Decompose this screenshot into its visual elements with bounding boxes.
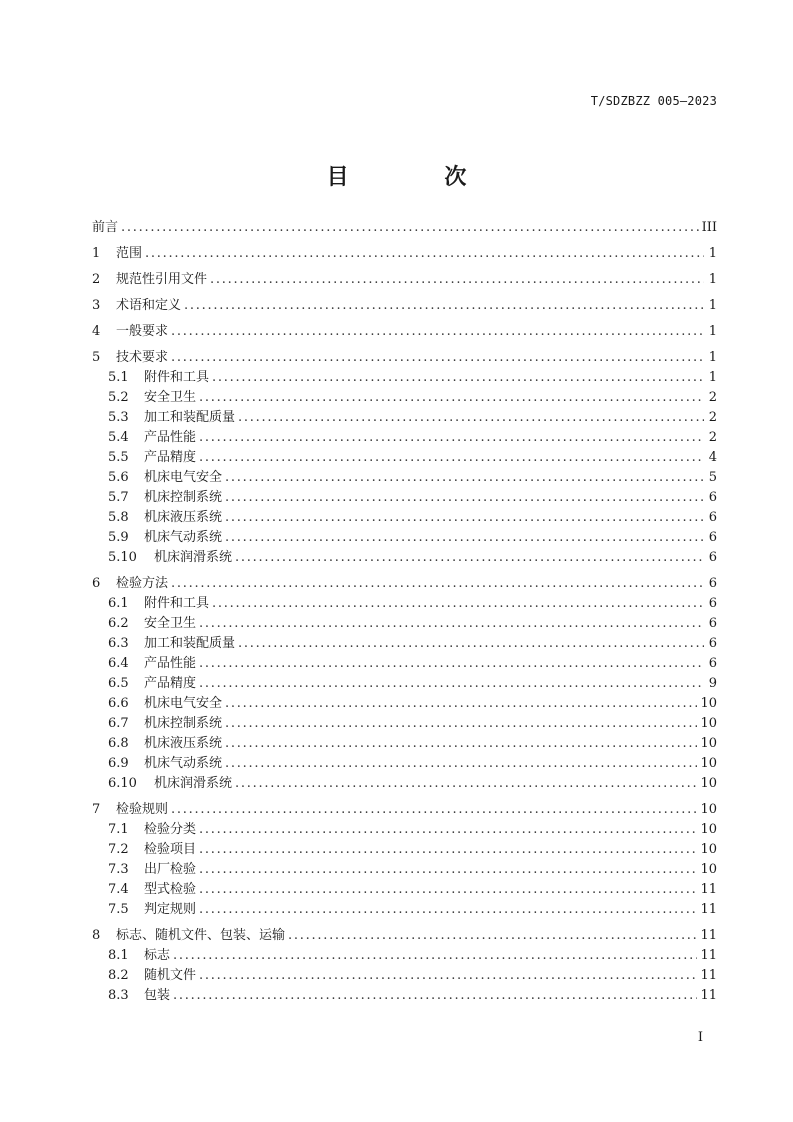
toc-entry-page: 6 <box>708 530 717 545</box>
dot-leader <box>171 322 704 342</box>
dot-leader <box>238 408 704 428</box>
toc-entry-page: 6 <box>708 636 717 651</box>
toc-subentry[interactable] <box>92 468 717 488</box>
toc-subentry[interactable] <box>92 986 717 1006</box>
toc-entry-number: 7.3 <box>108 862 129 877</box>
toc-entry-number: 6.9 <box>108 756 129 771</box>
toc-entry-label: 机床控制系统 <box>144 490 223 505</box>
toc-entry-page: 10 <box>700 716 717 731</box>
toc-entry-number: 5.7 <box>108 490 129 505</box>
toc-entry-label: 技术要求 <box>116 350 169 365</box>
toc-entry-number: 3 <box>92 298 101 313</box>
toc-subentry[interactable] <box>92 408 717 428</box>
toc-subentry[interactable] <box>92 946 717 966</box>
toc-entry-label: 附件和工具 <box>144 370 210 385</box>
dot-leader <box>171 348 704 368</box>
toc-entry-label: 机床控制系统 <box>144 716 223 731</box>
toc-entry-label: 产品精度 <box>144 676 197 691</box>
toc-entry-label: 检验项目 <box>144 842 197 857</box>
toc-entry-page: 1 <box>708 370 717 385</box>
toc-entry-page: 1 <box>708 272 717 287</box>
dot-leader <box>199 966 697 986</box>
toc-entry-page: 2 <box>708 430 717 445</box>
dot-leader <box>199 880 697 900</box>
dot-leader <box>212 594 704 614</box>
toc-entry-number: 6.8 <box>108 736 129 751</box>
toc-subentry[interactable] <box>92 714 717 734</box>
dot-leader <box>171 574 704 594</box>
toc-entry-label: 规范性引用文件 <box>116 272 208 287</box>
toc-entry-page: 10 <box>700 862 717 877</box>
toc-entry-label: 机床液压系统 <box>144 510 223 525</box>
dot-leader <box>199 614 704 634</box>
toc-entry-number: 5.6 <box>108 470 129 485</box>
toc-entry-page: 10 <box>700 842 717 857</box>
toc-subentry[interactable] <box>92 694 717 714</box>
toc-entry-label: 标志、随机文件、包装、运输 <box>116 928 286 943</box>
toc-entry[interactable] <box>92 926 717 946</box>
toc-entry-label: 型式检验 <box>144 882 197 897</box>
toc-entry-page: 11 <box>700 928 717 943</box>
toc-entry-label: 检验分类 <box>144 822 197 837</box>
dot-leader <box>199 654 704 674</box>
toc-entry-label: 标志 <box>144 948 171 963</box>
toc-subentry[interactable] <box>92 880 717 900</box>
toc-entry-label: 机床电气安全 <box>144 470 223 485</box>
toc-entry-page: 1 <box>708 246 717 261</box>
toc-entry-number: 6.6 <box>108 696 129 711</box>
toc-entry-number: 8.2 <box>108 968 129 983</box>
toc-entry-number: 6.1 <box>108 596 129 611</box>
toc-entry-page: 6 <box>708 656 717 671</box>
toc-entry-page: 11 <box>700 968 717 983</box>
toc-entry-number: 6.2 <box>108 616 129 631</box>
toc-subentry[interactable] <box>92 734 717 754</box>
toc-entry-number: 6.7 <box>108 716 129 731</box>
toc-entry-number: 6.4 <box>108 656 129 671</box>
toc-subentry[interactable] <box>92 654 717 674</box>
toc-entry-label: 一般要求 <box>116 324 169 339</box>
toc-subentry[interactable] <box>92 528 717 548</box>
toc-entry[interactable] <box>92 296 717 316</box>
toc-entry[interactable] <box>92 244 717 264</box>
toc-entry-number: 5.4 <box>108 430 129 445</box>
toc-subentry[interactable] <box>92 428 717 448</box>
toc-entry-label: 加工和装配质量 <box>144 410 236 425</box>
toc-subentry[interactable] <box>92 840 717 860</box>
toc-subentry[interactable] <box>92 754 717 774</box>
toc-subentry[interactable] <box>92 774 717 794</box>
toc-entry-page: 6 <box>708 550 717 565</box>
toc-subentry[interactable] <box>92 548 717 568</box>
toc-entry[interactable] <box>92 574 717 594</box>
toc-entry-page: 10 <box>700 736 717 751</box>
dot-leader <box>225 734 697 754</box>
toc-entry-number: 8 <box>92 928 101 943</box>
document-code: T/SDZBZZ 005—2023 <box>590 94 717 108</box>
dot-leader <box>212 368 704 388</box>
toc-entry-number: 5.1 <box>108 370 129 385</box>
toc-entry-page: 10 <box>700 822 717 837</box>
toc-entry-page: 11 <box>700 988 717 1003</box>
toc-entry-page: III <box>701 220 717 235</box>
dot-leader <box>210 270 704 290</box>
toc-entry-number: 7 <box>92 802 101 817</box>
toc-subentry[interactable] <box>92 488 717 508</box>
toc-entry-page: 10 <box>700 756 717 771</box>
toc-subentry[interactable] <box>92 966 717 986</box>
toc-entry-label: 检验方法 <box>116 576 169 591</box>
toc-entry-number: 7.4 <box>108 882 129 897</box>
toc-entry-number: 8.3 <box>108 988 129 1003</box>
toc-entry-label: 机床润滑系统 <box>154 550 233 565</box>
toc-entry-page: 5 <box>708 470 717 485</box>
toc-entry-page: 4 <box>708 450 717 465</box>
toc-entry-number: 2 <box>92 272 101 287</box>
dot-leader <box>199 840 697 860</box>
toc-entry-number: 6.5 <box>108 676 129 691</box>
toc-entry-number: 1 <box>92 246 101 261</box>
dot-leader <box>199 388 704 408</box>
toc-entry-page: 11 <box>700 902 717 917</box>
toc-entry[interactable] <box>92 270 717 290</box>
toc-entry-page: 11 <box>700 882 717 897</box>
toc-subentry[interactable] <box>92 820 717 840</box>
toc-entry-number: 5.2 <box>108 390 129 405</box>
toc-entry-label: 附件和工具 <box>144 596 210 611</box>
toc-entry-label: 安全卫生 <box>144 616 197 631</box>
toc-entry-page: 10 <box>700 696 717 711</box>
dot-leader <box>199 900 697 920</box>
toc-entry-label: 判定规则 <box>144 902 197 917</box>
toc-entry-number: 5.5 <box>108 450 129 465</box>
toc-entry-page: 1 <box>708 298 717 313</box>
dot-leader <box>235 548 704 568</box>
toc-entry-label: 产品性能 <box>144 430 197 445</box>
toc-entry-label: 出厂检验 <box>144 862 197 877</box>
toc-entry-number: 4 <box>92 324 101 339</box>
toc-entry-page: 9 <box>708 676 717 691</box>
dot-leader <box>121 218 699 238</box>
toc-entry-number: 6.10 <box>108 776 137 791</box>
toc-subentry[interactable] <box>92 388 717 408</box>
toc-entry-number: 8.1 <box>108 948 129 963</box>
toc-subentry[interactable] <box>92 860 717 880</box>
toc-entry-label: 产品性能 <box>144 656 197 671</box>
toc-entry-number: 5.3 <box>108 410 129 425</box>
toc-entry-label: 产品精度 <box>144 450 197 465</box>
dot-leader <box>199 448 704 468</box>
toc-entry-page: 6 <box>708 510 717 525</box>
toc-entry-page: 2 <box>708 410 717 425</box>
dot-leader <box>225 508 704 528</box>
dot-leader <box>235 774 697 794</box>
dot-leader <box>225 528 704 548</box>
toc-entry-number: 7.5 <box>108 902 129 917</box>
toc-entry-page: 6 <box>708 616 717 631</box>
toc-entry[interactable] <box>92 218 717 238</box>
page-title: 目 次 <box>326 165 511 190</box>
toc-subentry[interactable] <box>92 368 717 388</box>
toc-entry-number: 6.3 <box>108 636 129 651</box>
toc-entry-label: 检验规则 <box>116 802 169 817</box>
toc-entry-label: 机床润滑系统 <box>154 776 233 791</box>
toc-entry-label: 前言 <box>92 220 119 235</box>
dot-leader <box>173 946 697 966</box>
toc-subentry[interactable] <box>92 634 717 654</box>
page-number: I <box>697 1030 703 1045</box>
toc-entry-number: 5.8 <box>108 510 129 525</box>
dot-leader <box>173 986 697 1006</box>
toc-entry[interactable] <box>92 348 717 368</box>
dot-leader <box>225 488 704 508</box>
toc-subentry[interactable] <box>92 900 717 920</box>
toc-entry-label: 机床液压系统 <box>144 736 223 751</box>
toc-entry-label: 安全卫生 <box>144 390 197 405</box>
dot-leader <box>225 468 704 488</box>
toc-entry-number: 5.10 <box>108 550 137 565</box>
table-of-contents <box>92 218 717 1006</box>
dot-leader <box>288 926 697 946</box>
toc-entry-page: 1 <box>708 324 717 339</box>
dot-leader <box>225 694 697 714</box>
dot-leader <box>199 860 697 880</box>
toc-entry-page: 6 <box>708 596 717 611</box>
dot-leader <box>199 674 704 694</box>
dot-leader <box>225 714 697 734</box>
dot-leader <box>171 800 697 820</box>
toc-entry-page: 10 <box>700 776 717 791</box>
toc-entry-label: 术语和定义 <box>116 298 182 313</box>
toc-entry-number: 7.1 <box>108 822 129 837</box>
dot-leader <box>184 296 704 316</box>
toc-subentry[interactable] <box>92 508 717 528</box>
toc-entry-page: 2 <box>708 390 717 405</box>
toc-entry[interactable] <box>92 800 717 820</box>
toc-entry-label: 机床气动系统 <box>144 756 223 771</box>
toc-subentry[interactable] <box>92 594 717 614</box>
toc-entry-number: 5.9 <box>108 530 129 545</box>
toc-entry-label: 包装 <box>144 988 171 1003</box>
toc-entry[interactable] <box>92 322 717 342</box>
toc-entry-number: 6 <box>92 576 101 591</box>
dot-leader <box>199 820 697 840</box>
dot-leader <box>145 244 704 264</box>
dot-leader <box>238 634 704 654</box>
toc-subentry[interactable] <box>92 674 717 694</box>
toc-entry-page: 6 <box>708 576 717 591</box>
toc-entry-page: 6 <box>708 490 717 505</box>
toc-entry-label: 范围 <box>116 246 143 261</box>
toc-entry-label: 随机文件 <box>144 968 197 983</box>
dot-leader <box>199 428 704 448</box>
toc-subentry[interactable] <box>92 614 717 634</box>
toc-entry-number: 7.2 <box>108 842 129 857</box>
toc-entry-page: 1 <box>708 350 717 365</box>
toc-entry-page: 10 <box>700 802 717 817</box>
toc-entry-label: 加工和装配质量 <box>144 636 236 651</box>
dot-leader <box>225 754 697 774</box>
toc-entry-label: 机床气动系统 <box>144 530 223 545</box>
toc-entry-page: 11 <box>700 948 717 963</box>
toc-subentry[interactable] <box>92 448 717 468</box>
toc-entry-label: 机床电气安全 <box>144 696 223 711</box>
toc-entry-number: 5 <box>92 350 101 365</box>
